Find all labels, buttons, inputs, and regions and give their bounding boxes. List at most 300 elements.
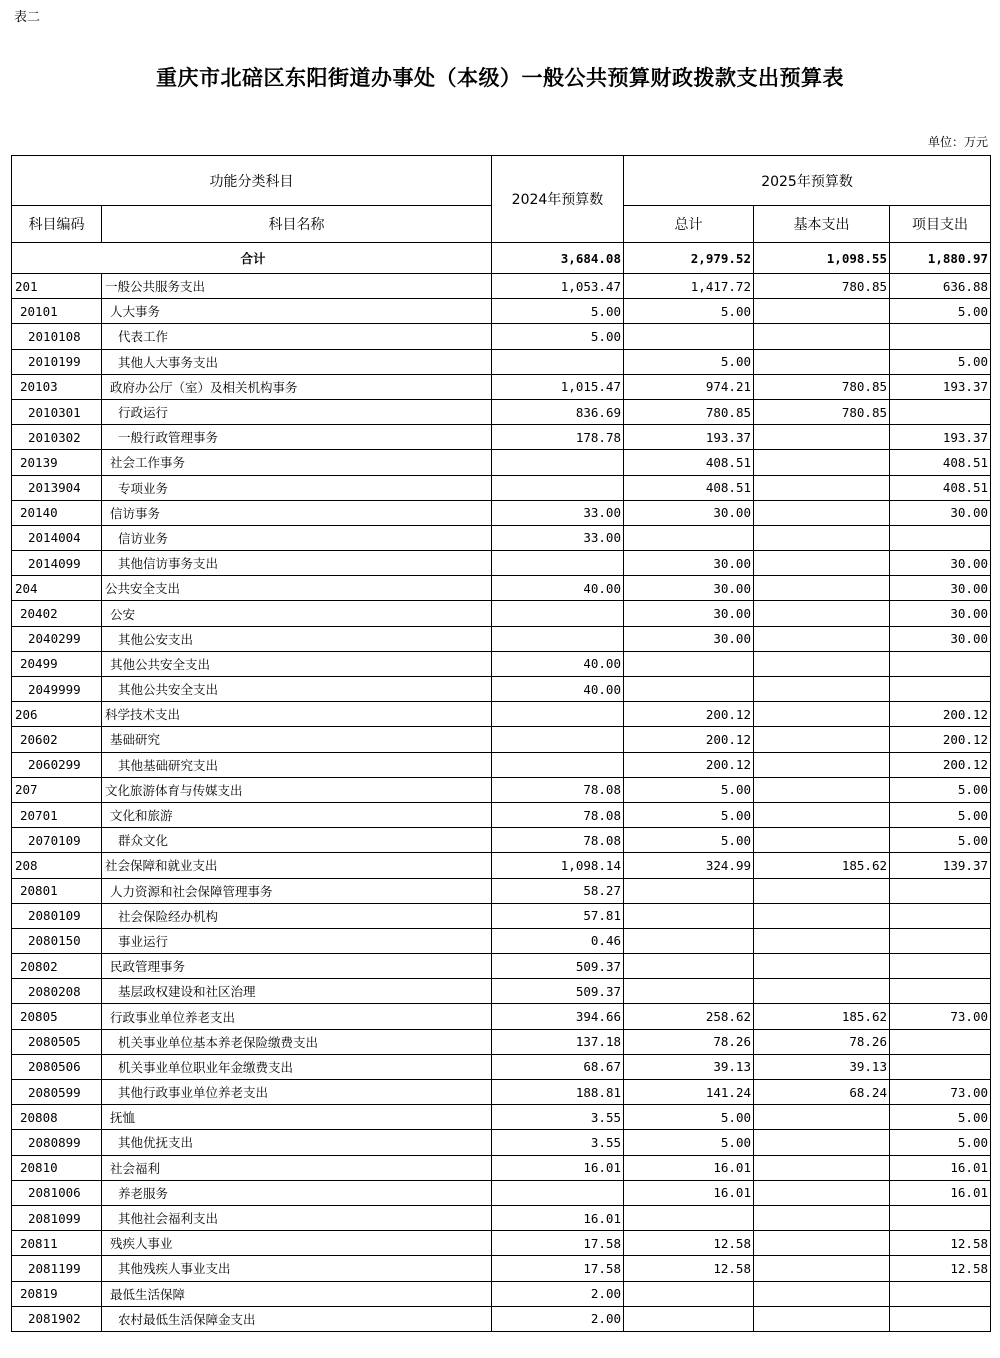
row-code: 2081099 [12,1205,102,1230]
row-code: 207 [12,777,102,802]
row-project: 193.37 [890,374,991,399]
row-basic [754,1105,890,1130]
row-project [890,928,991,953]
row-b2024 [492,349,624,374]
row-total: 5.00 [624,299,754,324]
row-basic [754,1281,890,1306]
row-code: 20810 [12,1155,102,1180]
row-project [890,1054,991,1079]
row-name: 科学技术支出 [102,702,492,727]
table-row [12,828,991,853]
row-project [890,525,991,550]
row-basic [754,651,890,676]
row-total: 193.37 [624,425,754,450]
row-code: 20139 [12,450,102,475]
row-name: 最低生活保障 [102,1281,492,1306]
row-total: 974.21 [624,374,754,399]
table-row [12,1231,991,1256]
row-basic: 780.85 [754,374,890,399]
row-b2024: 2.00 [492,1281,624,1306]
row-total [624,903,754,928]
row-b2024: 68.67 [492,1054,624,1079]
row-project: 636.88 [890,274,991,299]
row-code: 20805 [12,1004,102,1029]
header-func-class: 功能分类科目 [12,156,492,206]
row-project: 5.00 [890,802,991,827]
row-project [890,979,991,1004]
row-b2024 [492,752,624,777]
row-project: 5.00 [890,777,991,802]
row-b2024: 188.81 [492,1080,624,1105]
row-name: 一般公共服务支出 [102,274,492,299]
row-code: 2080150 [12,928,102,953]
row-basic [754,903,890,928]
row-total: 200.12 [624,727,754,752]
table-row [12,1105,991,1130]
row-name: 养老服务 [102,1180,492,1205]
table-row [12,702,991,727]
row-name: 其他残疾人事业支出 [102,1256,492,1281]
row-name: 基础研究 [102,727,492,752]
table-row [12,878,991,903]
row-project: 200.12 [890,702,991,727]
row-project [890,954,991,979]
row-basic [754,425,890,450]
table-row [12,475,991,500]
row-project: 73.00 [890,1080,991,1105]
table-row [12,1054,991,1079]
row-code: 20701 [12,802,102,827]
row-basic [754,1306,890,1331]
row-project [890,324,991,349]
row-name: 社会保障和就业支出 [102,853,492,878]
header-project: 项目支出 [890,206,991,243]
row-project: 30.00 [890,601,991,626]
row-b2024: 2.00 [492,1306,624,1331]
row-name: 文化和旅游 [102,802,492,827]
row-basic [754,878,890,903]
row-code: 20801 [12,878,102,903]
table-row [12,1130,991,1155]
row-project [890,651,991,676]
row-total: 5.00 [624,828,754,853]
row-total [624,878,754,903]
table-row [12,727,991,752]
row-basic [754,702,890,727]
row-total: 39.13 [624,1054,754,1079]
row-name: 其他公共安全支出 [102,677,492,702]
row-basic [754,727,890,752]
table-row [12,349,991,374]
row-code: 2040299 [12,626,102,651]
row-code: 2081902 [12,1306,102,1331]
table-tag: 表二 [14,10,41,25]
row-b2024 [492,551,624,576]
row-basic [754,299,890,324]
row-total: 200.12 [624,702,754,727]
row-total [624,651,754,676]
row-project: 5.00 [890,828,991,853]
row-code: 2014004 [12,525,102,550]
row-total [624,1281,754,1306]
row-basic [754,551,890,576]
header-basic: 基本支出 [754,206,890,243]
row-name: 其他公共安全支出 [102,651,492,676]
row-code: 204 [12,576,102,601]
row-project: 5.00 [890,1105,991,1130]
row-name: 文化旅游体育与传媒支出 [102,777,492,802]
row-name: 其他行政事业单位养老支出 [102,1080,492,1105]
row-b2024: 836.69 [492,399,624,424]
row-basic: 185.62 [754,1004,890,1029]
row-name: 其他人大事务支出 [102,349,492,374]
row-name: 机关事业单位职业年金缴费支出 [102,1054,492,1079]
row-basic [754,777,890,802]
table-row [12,450,991,475]
table-row [12,299,991,324]
row-b2024 [492,702,624,727]
table-row [12,551,991,576]
row-basic: 68.24 [754,1080,890,1105]
row-name: 社会工作事务 [102,450,492,475]
row-b2024: 178.78 [492,425,624,450]
row-b2024: 33.00 [492,500,624,525]
budget-table [11,155,991,1332]
row-name: 社会福利 [102,1155,492,1180]
row-project: 200.12 [890,752,991,777]
total-basic: 1,098.55 [754,243,890,274]
row-project: 30.00 [890,500,991,525]
table-row [12,1029,991,1054]
row-project: 73.00 [890,1004,991,1029]
row-name: 人大事务 [102,299,492,324]
row-basic [754,928,890,953]
row-basic [754,576,890,601]
row-name: 机关事业单位基本养老保险缴费支出 [102,1029,492,1054]
row-b2024: 1,053.47 [492,274,624,299]
row-name: 公共安全支出 [102,576,492,601]
table-row [12,274,991,299]
table-row [12,626,991,651]
table-row [12,777,991,802]
table-row [12,399,991,424]
row-project: 16.01 [890,1180,991,1205]
row-total: 5.00 [624,802,754,827]
row-name: 其他优抚支出 [102,1130,492,1155]
row-project: 200.12 [890,727,991,752]
row-total: 30.00 [624,601,754,626]
row-b2024: 137.18 [492,1029,624,1054]
row-basic [754,802,890,827]
row-basic [754,525,890,550]
row-name: 行政事业单位养老支出 [102,1004,492,1029]
header-name: 科目名称 [102,206,492,243]
row-total [624,1306,754,1331]
row-b2024: 17.58 [492,1231,624,1256]
row-total: 30.00 [624,500,754,525]
table-row [12,954,991,979]
table-row [12,903,991,928]
row-b2024: 5.00 [492,324,624,349]
row-total [624,324,754,349]
table-row [12,1281,991,1306]
row-name: 代表工作 [102,324,492,349]
row-b2024 [492,601,624,626]
row-b2024: 5.00 [492,299,624,324]
table-row [12,1155,991,1180]
row-project: 12.58 [890,1231,991,1256]
row-project: 5.00 [890,299,991,324]
row-code: 20499 [12,651,102,676]
row-total: 78.26 [624,1029,754,1054]
row-b2024: 1,098.14 [492,853,624,878]
row-project: 16.01 [890,1155,991,1180]
total-total: 2,979.52 [624,243,754,274]
row-total [624,928,754,953]
row-total [624,954,754,979]
row-project [890,677,991,702]
row-basic: 78.26 [754,1029,890,1054]
row-name: 民政管理事务 [102,954,492,979]
row-basic [754,1155,890,1180]
row-total: 780.85 [624,399,754,424]
row-b2024 [492,450,624,475]
table-row [12,1256,991,1281]
row-name: 其他信访事务支出 [102,551,492,576]
row-total: 5.00 [624,349,754,374]
row-project: 5.00 [890,1130,991,1155]
row-b2024: 17.58 [492,1256,624,1281]
table-row [12,928,991,953]
row-basic [754,475,890,500]
row-name: 公安 [102,601,492,626]
row-name: 群众文化 [102,828,492,853]
row-b2024: 78.08 [492,777,624,802]
row-total [624,525,754,550]
table-row [12,601,991,626]
row-name: 抚恤 [102,1105,492,1130]
row-code: 2049999 [12,677,102,702]
row-total: 258.62 [624,1004,754,1029]
row-code: 20402 [12,601,102,626]
row-code: 2014099 [12,551,102,576]
table-row [12,1080,991,1105]
row-name: 人力资源和社会保障管理事务 [102,878,492,903]
row-name: 基层政权建设和社区治理 [102,979,492,1004]
row-name: 事业运行 [102,928,492,953]
row-project: 30.00 [890,626,991,651]
row-b2024 [492,1180,624,1205]
row-total: 30.00 [624,626,754,651]
row-total: 30.00 [624,551,754,576]
row-total [624,677,754,702]
total-label: 合计 [12,243,492,274]
header-code: 科目编码 [12,206,102,243]
table-row [12,1205,991,1230]
row-basic [754,1205,890,1230]
row-name: 其他社会福利支出 [102,1205,492,1230]
row-total: 1,417.72 [624,274,754,299]
row-b2024 [492,475,624,500]
row-name: 农村最低生活保障金支出 [102,1306,492,1331]
row-project: 30.00 [890,576,991,601]
row-name: 社会保险经办机构 [102,903,492,928]
table-row [12,324,991,349]
row-b2024: 33.00 [492,525,624,550]
row-basic [754,1180,890,1205]
row-b2024: 3.55 [492,1130,624,1155]
row-total: 12.58 [624,1231,754,1256]
row-total: 141.24 [624,1080,754,1105]
row-code: 2060299 [12,752,102,777]
table-row [12,576,991,601]
total-row [12,243,991,274]
row-project [890,878,991,903]
row-basic [754,349,890,374]
header-budget-2025: 2025年预算数 [624,156,991,206]
table-row [12,752,991,777]
row-code: 2010301 [12,399,102,424]
row-total: 30.00 [624,576,754,601]
table-row [12,374,991,399]
row-code: 2080899 [12,1130,102,1155]
row-b2024: 394.66 [492,1004,624,1029]
table-row [12,979,991,1004]
row-code: 2010302 [12,425,102,450]
row-basic [754,500,890,525]
row-project [890,1029,991,1054]
row-project: 12.58 [890,1256,991,1281]
row-b2024: 509.37 [492,979,624,1004]
table-row [12,525,991,550]
row-b2024: 1,015.47 [492,374,624,399]
row-name: 一般行政管理事务 [102,425,492,450]
row-b2024: 40.00 [492,576,624,601]
total-project: 1,880.97 [890,243,991,274]
row-project: 30.00 [890,551,991,576]
row-code: 2080506 [12,1054,102,1079]
row-basic [754,626,890,651]
row-code: 201 [12,274,102,299]
row-name: 信访业务 [102,525,492,550]
row-code: 2080599 [12,1080,102,1105]
row-total: 5.00 [624,777,754,802]
row-name: 专项业务 [102,475,492,500]
row-total: 408.51 [624,450,754,475]
row-basic [754,1231,890,1256]
row-code: 2010199 [12,349,102,374]
row-b2024: 78.08 [492,828,624,853]
row-b2024: 78.08 [492,802,624,827]
row-project [890,903,991,928]
row-project [890,399,991,424]
row-total: 12.58 [624,1256,754,1281]
row-code: 20602 [12,727,102,752]
row-b2024: 58.27 [492,878,624,903]
row-code: 20819 [12,1281,102,1306]
row-b2024: 3.55 [492,1105,624,1130]
row-project: 139.37 [890,853,991,878]
row-code: 208 [12,853,102,878]
row-basic: 39.13 [754,1054,890,1079]
row-project: 408.51 [890,450,991,475]
row-total: 200.12 [624,752,754,777]
row-basic [754,677,890,702]
row-project: 193.37 [890,425,991,450]
row-total [624,979,754,1004]
row-total: 16.01 [624,1180,754,1205]
row-name: 其他公安支出 [102,626,492,651]
row-code: 20103 [12,374,102,399]
row-b2024: 40.00 [492,651,624,676]
table-row [12,500,991,525]
row-b2024: 57.81 [492,903,624,928]
row-b2024 [492,626,624,651]
row-name: 信访事务 [102,500,492,525]
row-total: 16.01 [624,1155,754,1180]
row-basic: 185.62 [754,853,890,878]
row-b2024 [492,727,624,752]
row-basic [754,450,890,475]
row-total [624,1205,754,1230]
row-basic [754,954,890,979]
row-name: 残疾人事业 [102,1231,492,1256]
row-code: 20808 [12,1105,102,1130]
row-code: 2080109 [12,903,102,928]
row-basic [754,1130,890,1155]
row-code: 2081006 [12,1180,102,1205]
table-row [12,425,991,450]
row-basic [754,601,890,626]
row-total: 324.99 [624,853,754,878]
row-b2024: 0.46 [492,928,624,953]
header-total: 总计 [624,206,754,243]
row-basic [754,752,890,777]
row-name: 行政运行 [102,399,492,424]
table-row [12,802,991,827]
row-name: 其他基础研究支出 [102,752,492,777]
row-basic [754,979,890,1004]
row-basic [754,828,890,853]
row-b2024: 16.01 [492,1205,624,1230]
row-b2024: 16.01 [492,1155,624,1180]
row-total: 408.51 [624,475,754,500]
row-total: 5.00 [624,1130,754,1155]
table-row [12,853,991,878]
row-b2024: 40.00 [492,677,624,702]
row-project: 408.51 [890,475,991,500]
table-row [12,1306,991,1331]
row-code: 20802 [12,954,102,979]
row-name: 政府办公厅（室）及相关机构事务 [102,374,492,399]
unit-label: 单位：万元 [927,135,988,149]
row-basic [754,324,890,349]
table-row [12,1180,991,1205]
row-code: 2010108 [12,324,102,349]
row-code: 2080208 [12,979,102,1004]
row-code: 2070109 [12,828,102,853]
row-basic [754,1256,890,1281]
table-row [12,651,991,676]
row-total: 5.00 [624,1105,754,1130]
row-b2024: 509.37 [492,954,624,979]
row-code: 2080505 [12,1029,102,1054]
row-basic: 780.85 [754,274,890,299]
row-project [890,1205,991,1230]
row-code: 20811 [12,1231,102,1256]
header-budget-2024: 2024年预算数 [492,156,624,243]
row-code: 2013904 [12,475,102,500]
